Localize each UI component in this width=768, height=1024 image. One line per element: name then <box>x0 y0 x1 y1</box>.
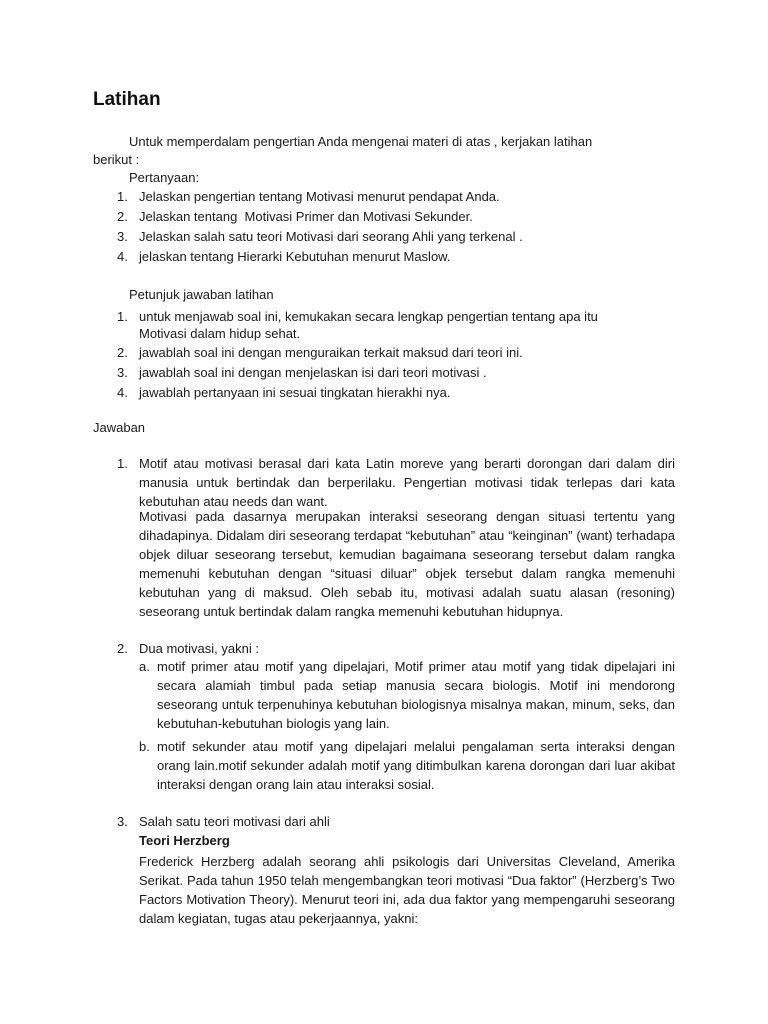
answer-1-paragraph-2: Motivasi pada dasarnya merupakan interaksi seseorang dengan situasi tertentu yang dihadapinya. Didalam diri seseorang terdapat “kebutuhan” atau “keinginan” (want) terhadapa objek diluar seseorang tersebut, kemudian bagaimana seseorang tersebut dalam rangka memenuhi kebutuhan dengan “situasi diluar” objek tersebut dalam rangka memenuhi kebutuhan yang di maksud. Oleh sebab itu, motivasi adalah suatu alasan (resoning) seseorang untuk bertindak dalam rangka memenuhi kebutuhan hidupnya. <box>139 509 675 619</box>
question-item: Jelaskan tentang Motivasi Primer dan Motivasi Sekunder. <box>139 209 473 224</box>
hint-number: 3. <box>117 365 128 380</box>
answer-1-paragraph-1: Motif atau motivasi berasal dari kata Latin moreve yang berarti dorongan dari dalam diri manusia untuk bertindak dan berperilaku. Pengertian motivasi tidak terlepas dari kata kebutuhan atau needs dan want. <box>139 456 675 509</box>
page-title: Latihan <box>93 89 161 110</box>
answer-2-text: Dua motivasi, yakni : <box>139 641 259 656</box>
answer-3-subheading: Teori Herzberg <box>139 833 230 848</box>
question-number: 1. <box>117 189 128 204</box>
question-item: jelaskan tentang Hierarki Kebutuhan menurut Maslow. <box>139 249 451 264</box>
hint-number: 2. <box>117 345 128 360</box>
question-number: 2. <box>117 209 128 224</box>
sub-item-label: a. <box>139 659 150 674</box>
question-number: 4. <box>117 249 128 264</box>
hint-item: jawablah soal ini dengan menguraikan terkait maksud dari teori ini. <box>139 345 523 360</box>
answer-2-sub-a: motif primer atau motif yang dipelajari, Motif primer atau motif yang tidak dipelajari ini secara alamiah timbul pada setiap manusia secara biologis. Motif ini mendorong seseorang untuk terpenuhinya kebutuhan biologisnya misalnya makan, minum, seks, dan kebutuhan-kebutuhan biologis yang lain. <box>157 659 675 731</box>
hint-number: 4. <box>117 385 128 400</box>
sub-item-label: b. <box>139 739 150 754</box>
intro-line-2: berikut : <box>93 152 140 167</box>
hint-item: jawablah pertanyaan ini sesuai tingkatan hierakhi nya. <box>139 385 451 400</box>
hint-number: 1. <box>117 309 128 324</box>
answer-number: 3. <box>117 814 128 829</box>
answer-2-sub-b: motif sekunder atau motif yang dipelajari melalui pengalaman serta interaksi dengan orang lain.motif sekunder adalah motif yang ditimbulkan karena dorongan dari luar akibat interaksi dengan orang lain atau interaksi sosial. <box>157 739 675 792</box>
hints-heading: Petunjuk jawaban latihan <box>129 287 274 302</box>
answer-number: 2. <box>117 641 128 656</box>
questions-heading: Pertanyaan: <box>129 170 200 185</box>
answer-3-text: Salah satu teori motivasi dari ahli <box>139 814 330 829</box>
hint-item-line-2: Motivasi dalam hidup sehat. <box>139 326 301 341</box>
hint-item-line-1: untuk menjawab soal ini, kemukakan secara lengkap pengertian tentang apa itu <box>139 309 598 324</box>
answer-3-paragraph: Frederick Herzberg adalah seorang ahli psikologis dari Universitas Cleveland, Amerika Serikat. Pada tahun 1950 telah mengembangkan teori motivasi “Dua faktor” (Herzberg’s Two Factors Motivation Theory). Menurut teori ini, ada dua faktor yang mempengaruhi seseorang dalam kegiatan, tugas atau pekerjaannya, yakni: <box>139 854 675 926</box>
answer-number: 1. <box>117 456 128 471</box>
hint-item: jawablah soal ini dengan menjelaskan isi dari teori motivasi . <box>139 365 487 380</box>
question-item: Jelaskan salah satu teori Motivasi dari seorang Ahli yang terkenal . <box>139 229 523 244</box>
answers-heading: Jawaban <box>93 420 146 435</box>
intro-line-1: Untuk memperdalam pengertian Anda mengenai materi di atas , kerjakan latihan <box>129 134 593 149</box>
question-number: 3. <box>117 229 128 244</box>
question-item: Jelaskan pengertian tentang Motivasi menurut pendapat Anda. <box>139 189 500 204</box>
